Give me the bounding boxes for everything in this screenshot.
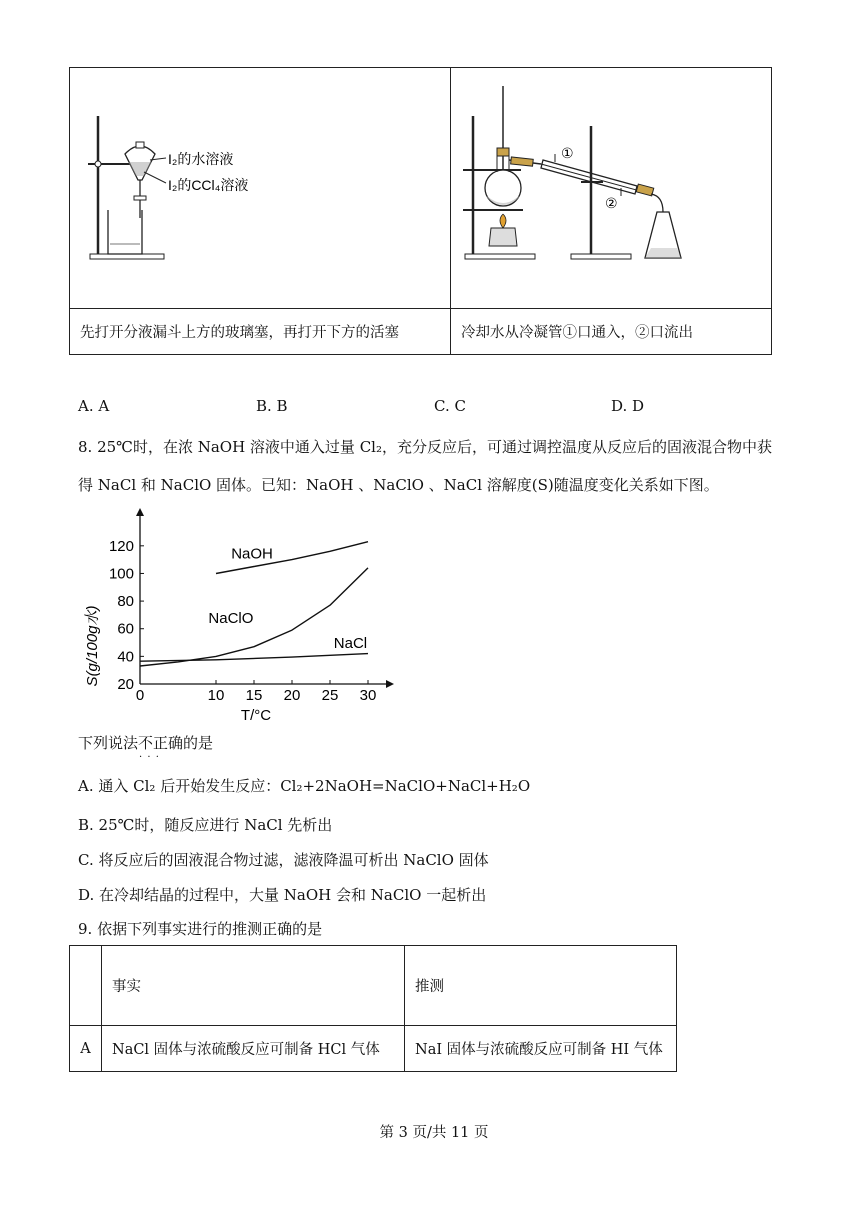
q9-stem: 9. 依据下列事实进行的推测正确的是 xyxy=(78,920,323,938)
x-tick-label: 25 xyxy=(321,687,339,704)
q7-option-b[interactable]: B. B xyxy=(256,397,288,415)
series-line-nacl xyxy=(140,654,368,662)
q9-header-fact: 事实 xyxy=(102,946,405,1026)
y-axis-arrow xyxy=(136,508,144,516)
distillation-cell xyxy=(451,68,772,309)
q9-row-fact: NaCl 固体与浓硫酸反应可制备 HCl 气体 xyxy=(102,1026,405,1072)
solubility-chart xyxy=(78,506,398,728)
separatory-funnel-figure xyxy=(70,68,450,304)
q8-option-a[interactable]: A. 通入 Cl₂ 后开始发生反应：Cl₂+2NaOH=NaClO+NaCl+H₂O xyxy=(78,777,531,795)
chart-axes xyxy=(109,508,394,704)
x-tick-label: 0 xyxy=(135,687,145,704)
q8-stem-line2: 得 NaCl 和 NaClO 固体。已知：NaOH 、NaClO 、NaCl 溶解度(S)随温度变化关系如下图。 xyxy=(78,476,719,494)
q7-option-c[interactable]: C. C xyxy=(434,397,466,415)
iodine-ccl4-label: I₂的CCl₄溶液 xyxy=(168,177,249,193)
q8-option-c[interactable]: C. 将反应后的固液混合物过滤，滤液降温可析出 NaClO 固体 xyxy=(78,851,489,869)
series-label-nacl: NaCl xyxy=(333,635,368,653)
q9-header-inference: 推测 xyxy=(405,946,677,1026)
chart-series xyxy=(140,542,368,666)
port-2-label: ② xyxy=(605,195,618,211)
q7-option-a[interactable]: A. A xyxy=(78,397,110,415)
y-tick-label: 40 xyxy=(117,648,134,666)
port-1-label: ① xyxy=(561,145,574,161)
q8-ask-prefix: 下列说法 xyxy=(78,734,139,752)
y-axis-label: S(g/100g水) xyxy=(84,605,101,687)
q9-header-blank xyxy=(70,946,102,1026)
x-tick-label: 15 xyxy=(245,687,263,704)
q8-ask-emph: 不正确 · · · xyxy=(138,734,183,752)
q8-stem-line1: 8. 25℃时，在浓 NaOH 溶液中通入过量 Cl₂，充分反应后，可通过调控温度从反应后的固液混合物中获 xyxy=(78,438,772,456)
y-tick-label: 20 xyxy=(117,676,134,693)
page-footer: 第 3 页/共 11 页 xyxy=(379,1125,489,1141)
q7-apparatus-table xyxy=(69,67,772,355)
q8-question xyxy=(78,733,213,753)
x-tick-label: 10 xyxy=(207,687,225,704)
separatory-funnel-cell xyxy=(70,68,451,309)
series-label-naclo: NaClO xyxy=(208,610,254,628)
x-axis-arrow xyxy=(386,680,394,688)
y-tick-label: 120 xyxy=(108,537,134,555)
iodine-water-label: I₂的水溶液 xyxy=(168,151,234,167)
q8-option-b[interactable]: B. 25℃时，随反应进行 NaCl 先析出 xyxy=(78,816,333,834)
q9-table xyxy=(69,945,677,1072)
q8-ask-suffix: 的是 xyxy=(183,734,214,752)
q7-right-caption: 冷却水从冷凝管①口通入，②口流出 xyxy=(451,309,772,355)
x-tick-label: 30 xyxy=(359,687,377,704)
y-tick-label: 100 xyxy=(108,565,134,583)
y-tick-label: 60 xyxy=(117,620,134,638)
x-tick-label: 20 xyxy=(283,687,301,704)
q7-left-caption: 先打开分液漏斗上方的玻璃塞，再打开下方的活塞 xyxy=(70,309,451,355)
x-axis-label: T/°C xyxy=(240,707,272,724)
q7-option-d[interactable]: D. D xyxy=(611,397,645,415)
y-tick-label: 80 xyxy=(117,593,134,611)
q9-row-inference: NaI 固体与浓硫酸反应可制备 HI 气体 xyxy=(405,1026,677,1072)
distillation-figure xyxy=(451,68,771,304)
series-label-naoh: NaOH xyxy=(231,545,273,563)
q8-option-d[interactable]: D. 在冷却结晶的过程中，大量 NaOH 会和 NaClO 一起析出 xyxy=(78,886,487,904)
q9-row-label: A xyxy=(70,1026,102,1072)
